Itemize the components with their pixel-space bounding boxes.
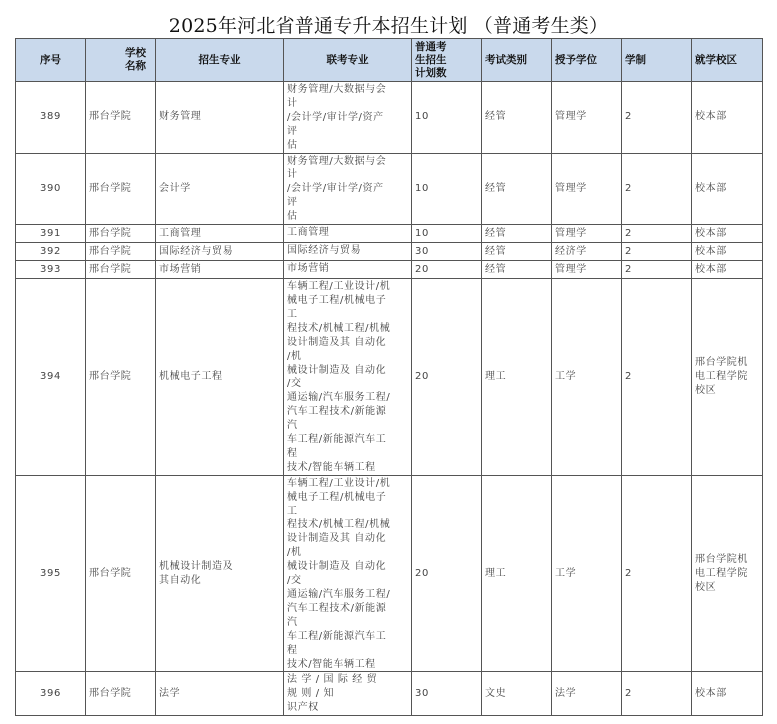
- table-header-row: [16, 39, 763, 82]
- row-degree: 管理学: [552, 82, 622, 154]
- row-degree: 经济学: [552, 243, 622, 261]
- row-school: 邢台学院: [86, 225, 156, 243]
- row-exam-category: 理工: [482, 279, 552, 476]
- table-row: [16, 672, 763, 716]
- row-major: 机械设计制造及 其自动化: [156, 475, 284, 672]
- row-seq: 395: [16, 475, 86, 672]
- row-campus: 校本部: [692, 672, 763, 716]
- row-quota: 20: [412, 475, 482, 672]
- table-row: [16, 279, 763, 476]
- row-major: 国际经济与贸易: [156, 243, 284, 261]
- row-quota: 30: [412, 672, 482, 716]
- row-exam-category: 经管: [482, 82, 552, 154]
- row-school: 邢台学院: [86, 153, 156, 225]
- row-exam-majors: 财务管理/大数据与会 计 /会计学/审计学/资产 评 估: [284, 82, 412, 154]
- header-major: 招生专业: [156, 39, 284, 82]
- row-major: 市场营销: [156, 261, 284, 279]
- header-exam-category: 考试类别: [482, 39, 552, 82]
- table-row: [16, 243, 763, 261]
- row-duration: 2: [622, 225, 692, 243]
- row-degree: 法学: [552, 672, 622, 716]
- row-exam-majors: 财务管理/大数据与会 计 /会计学/审计学/资产 评 估: [284, 153, 412, 225]
- row-school: 邢台学院: [86, 475, 156, 672]
- row-duration: 2: [622, 261, 692, 279]
- row-exam-category: 经管: [482, 243, 552, 261]
- header-exam-majors: 联考专业: [284, 39, 412, 82]
- table-row: [16, 82, 763, 154]
- row-exam-majors: 国际经济与贸易: [284, 243, 412, 261]
- row-exam-majors: 车辆工程/工业设计/机 械电子工程/机械电子 工 程技术/机械工程/机械 设计制造及其 自动化 /机 械设计制造及 自动化 /交 通运输/汽车服务工程/ 汽车工程技术/新能源 汽 车工程/新能源汽车工 程 技术/智能车辆工程: [284, 279, 412, 476]
- row-exam-majors: 车辆工程/工业设计/机 械电子工程/机械电子 工 程技术/机械工程/机械 设计制造及其 自动化 /机 械设计制造及 自动化 /交 通运输/汽车服务工程/ 汽车工程技术/新能源 汽 车工程/新能源汽车工 程 技术/智能车辆工程: [284, 475, 412, 672]
- document-title: 2025年河北省普通专升本招生计划 （普通考生类）: [168, 15, 609, 37]
- row-duration: 2: [622, 82, 692, 154]
- row-campus: 校本部: [692, 153, 763, 225]
- row-campus: 校本部: [692, 243, 763, 261]
- table-row: [16, 261, 763, 279]
- row-degree: 工学: [552, 475, 622, 672]
- table-row: [16, 475, 763, 672]
- row-degree: 管理学: [552, 225, 622, 243]
- row-exam-majors: 法 学 / 国 际 经 贸 规 则 / 知 识产权: [284, 672, 412, 716]
- row-school: 邢台学院: [86, 82, 156, 154]
- row-major: 财务管理: [156, 82, 284, 154]
- header-duration: 学制: [622, 39, 692, 82]
- row-quota: 10: [412, 225, 482, 243]
- row-seq: 391: [16, 225, 86, 243]
- header-quota: 普通考 生招生 计划数: [412, 39, 482, 82]
- row-campus: 校本部: [692, 82, 763, 154]
- row-seq: 389: [16, 82, 86, 154]
- row-seq: 396: [16, 672, 86, 716]
- row-degree: 管理学: [552, 153, 622, 225]
- row-exam-category: 经管: [482, 261, 552, 279]
- row-school: 邢台学院: [86, 261, 156, 279]
- row-degree: 管理学: [552, 261, 622, 279]
- row-major: 会计学: [156, 153, 284, 225]
- row-school: 邢台学院: [86, 672, 156, 716]
- header-school-label: 学校 名称: [125, 47, 146, 72]
- row-seq: 390: [16, 153, 86, 225]
- header-degree: 授予学位: [552, 39, 622, 82]
- row-exam-category: 理工: [482, 475, 552, 672]
- row-campus: 校本部: [692, 261, 763, 279]
- row-duration: 2: [622, 475, 692, 672]
- row-seq: 392: [16, 243, 86, 261]
- table-row: [16, 225, 763, 243]
- row-quota: 20: [412, 279, 482, 476]
- row-exam-majors: 工商管理: [284, 225, 412, 243]
- row-quota: 20: [412, 261, 482, 279]
- header-school: [86, 39, 156, 82]
- row-degree: 工学: [552, 279, 622, 476]
- enrollment-plan-table: [15, 38, 763, 716]
- row-duration: 2: [622, 243, 692, 261]
- row-seq: 394: [16, 279, 86, 476]
- row-quota: 30: [412, 243, 482, 261]
- row-quota: 10: [412, 153, 482, 225]
- row-exam-category: 经管: [482, 225, 552, 243]
- row-major: 工商管理: [156, 225, 284, 243]
- header-campus: 就学校区: [692, 39, 763, 82]
- row-duration: 2: [622, 153, 692, 225]
- row-exam-category: 文史: [482, 672, 552, 716]
- row-quota: 10: [412, 82, 482, 154]
- row-duration: 2: [622, 672, 692, 716]
- header-seq: 序号: [16, 39, 86, 82]
- row-exam-majors: 市场营销: [284, 261, 412, 279]
- row-campus: 校本部: [692, 225, 763, 243]
- row-exam-category: 经管: [482, 153, 552, 225]
- row-school: 邢台学院: [86, 279, 156, 476]
- row-campus: 邢台学院机 电工程学院 校区: [692, 475, 763, 672]
- table-row: [16, 153, 763, 225]
- row-school: 邢台学院: [86, 243, 156, 261]
- row-duration: 2: [622, 279, 692, 476]
- row-major: 机械电子工程: [156, 279, 284, 476]
- row-seq: 393: [16, 261, 86, 279]
- row-campus: 邢台学院机 电工程学院 校区: [692, 279, 763, 476]
- row-major: 法学: [156, 672, 284, 716]
